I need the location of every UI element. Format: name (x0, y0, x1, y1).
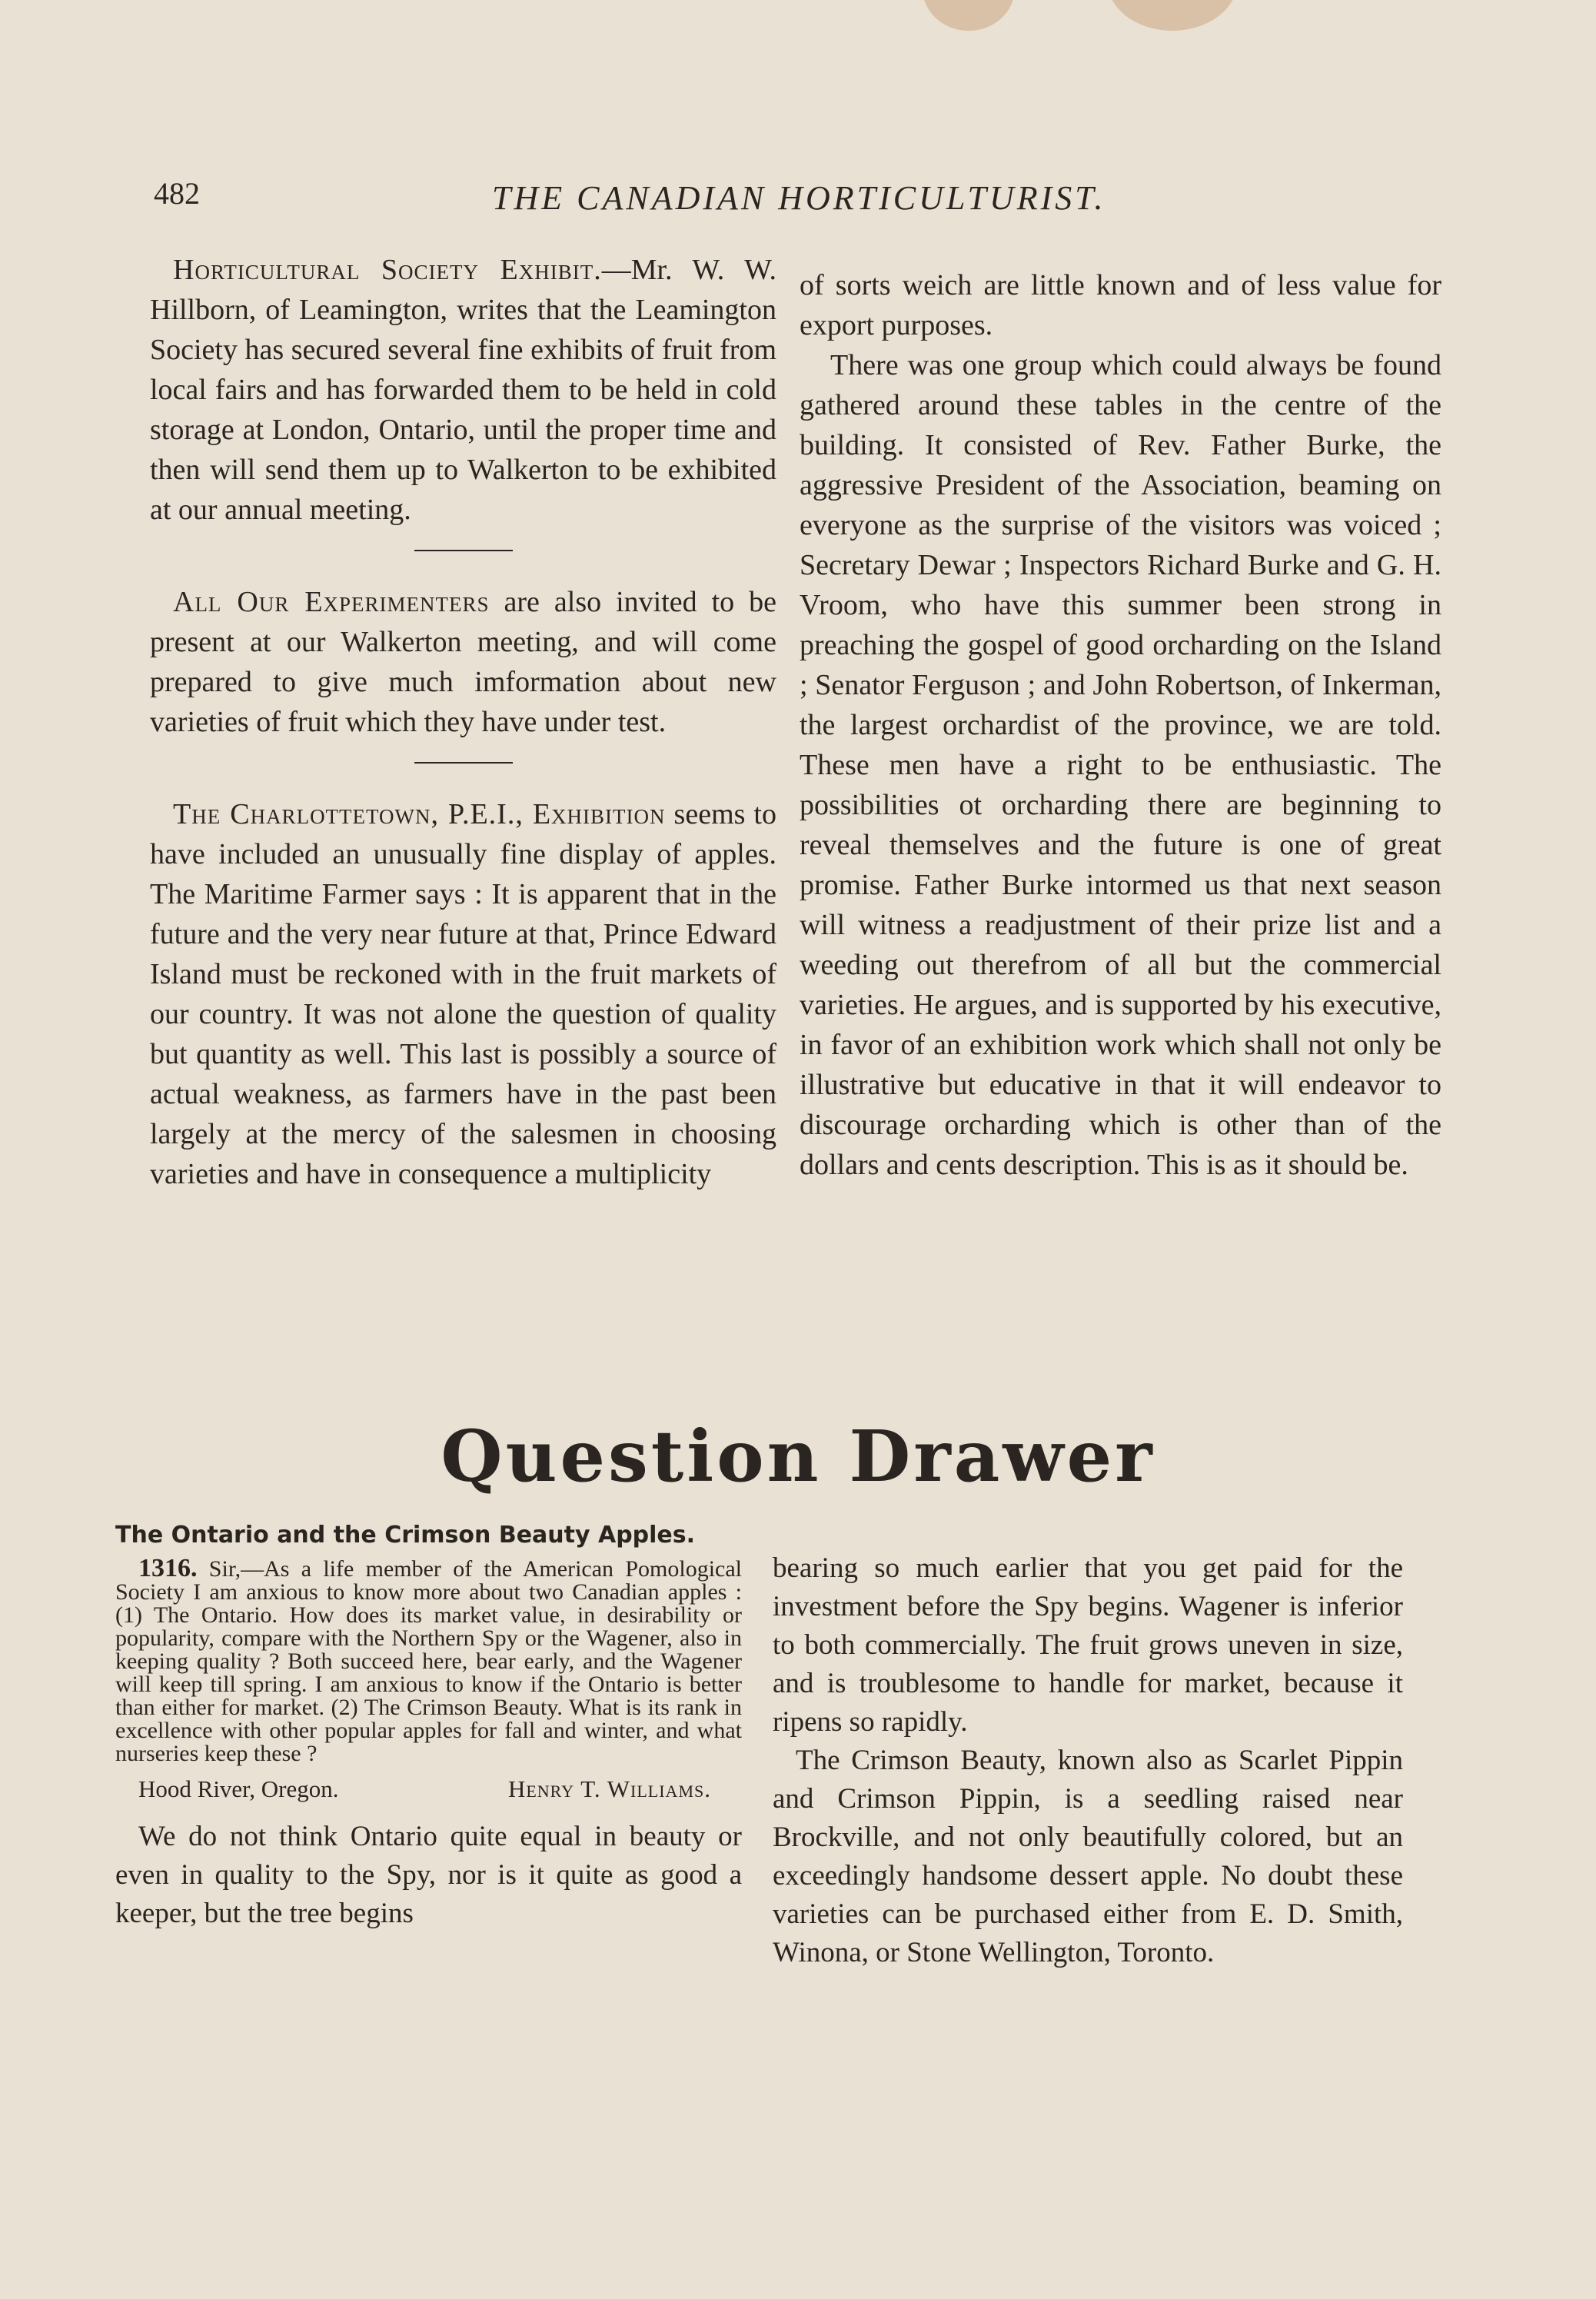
running-title: THE CANADIAN HORTICULTURIST. (492, 179, 1106, 217)
paragraph-heading: The Charlottetown, P.E.I., Exhibition (173, 798, 666, 830)
right-column (800, 265, 1441, 1185)
question-signature (115, 1773, 742, 1805)
question-left-column (115, 1519, 742, 1933)
paragraph-experimenters (150, 582, 776, 742)
page-number: 482 (154, 176, 200, 211)
paragraph-body: seems to have included an unusually fine display of apples. The Maritime Farmer says : It is apparent that in the future and the very near future at that, Prince Edward Island must be reckoned with in the fruit markets of our country. It was not alone the question of quality but quantity as well. This last is possibly a source of actual weakness, as farmers have in the past been largely at the mercy of the salesmen in choosing varieties and have in consequence a multiplicity (150, 798, 776, 1190)
answer-crimson-beauty: The Crimson Beauty, known also as Scarlet Pippin and Crimson Pippin, is a seedling raised near Brockville, and not only beautifully colored, but an exceedingly handsome dessert apple. No doubt these varieties can be purchased either from E. D. Smith, Winona, or Stone Wellington, Toronto. (773, 1745, 1403, 1968)
paragraph-society-exhibit (150, 250, 776, 530)
question-number: 1316. (138, 1554, 198, 1582)
page-header (154, 175, 1445, 229)
paragraph-body: are also invited to be present at our Walkerton meeting, and will come prepared to give much imformation about new varieties of fruit which they have under test. (150, 586, 777, 738)
paragraph-heading: All Our Experimenters (173, 586, 490, 618)
question-letter (115, 1554, 742, 1766)
paragraph-charlottetown (150, 794, 776, 1194)
left-column (150, 250, 776, 1194)
section-divider (414, 762, 513, 764)
question-author: Henry T. Williams. (507, 1775, 711, 1802)
paragraph-heading: Horticultural Society Exhibit. (173, 254, 602, 286)
section-divider (414, 550, 513, 551)
paragraph-group: There was one group which could always be found gathered around these tables in the centre of the building. It consisted of Rev. Father Burke, the aggressive President of the Association, beaming on everyone as the surprise of the visitors was voiced ; Secretary Dewar ; Inspectors Richard Burke and G. H. Vroom, who have this summer been strong in preaching the gospel of good orcharding on the Island ; Senator Ferguson ; and John Robertson, of Inkerman, the largest orchardist of the province, we are told. These men have a right to be enthusiastic. The possibilities ot orcharding there are beginning to reveal themselves and the future is one of great promise. Father Burke intormed us that next season will witness a readjustment of their prize list and a weeding out therefrom of all but the commercial varieties. He argues, and is supported by his executive, in favor of an exhibition work which shall not only be illustrative but educative in that it will endeavor to discourage orcharding which is other than of the dollars and cents description. This is as it should be. (800, 349, 1441, 1181)
question-right-column (773, 1549, 1403, 1972)
paragraph-body: —Mr. W. W. Hillborn, of Leamington, writes that the Leamington Society has secured several fine exhibits of fruit from local fairs and has forwarded them to be held in cold storage at London, Ontario, until the proper time and then will send them up to Walkerton to be exhibited at our annual meeting. (150, 254, 776, 526)
page-stain (1107, 0, 1238, 31)
question-text: Sir,—As a life member of the American Pomological Society I am anxious to know more about two Canadian apples : (1) The Ontario. How does its market value, in desirability or popularity, compare with the Northern Spy or the Wagener, also in keeping quality ? Both succeed here, bear early, and the Wagener will keep till spring. I am anxious to know if the Ontario is better than either for market. (2) The Crimson Beauty. What is its rank in excellence with other popular apples for fall and winter, and what nurseries keep these ? (115, 1556, 742, 1766)
paragraph-continued: of sorts weich are little known and of less value for export purposes. (800, 269, 1441, 341)
page-stain (923, 0, 1015, 31)
question-title: The Ontario and the Crimson Beauty Apples. (115, 1522, 696, 1549)
section-title-question-drawer: Question Drawer (441, 1415, 1155, 1498)
question-location: Hood River, Oregon. (138, 1775, 339, 1802)
answer-paragraph: We do not think Ontario quite equal in beauty or even in quality to the Spy, nor is it quite as good a keeper, but the tree begins (115, 1821, 742, 1929)
answer-continued: bearing so much earlier that you get paid for the investment before the Spy begins. Wagener is inferior to both commercially. The fruit grows uneven in size, and is troublesome to handle for market, because it ripens so rapidly. (773, 1552, 1403, 1738)
